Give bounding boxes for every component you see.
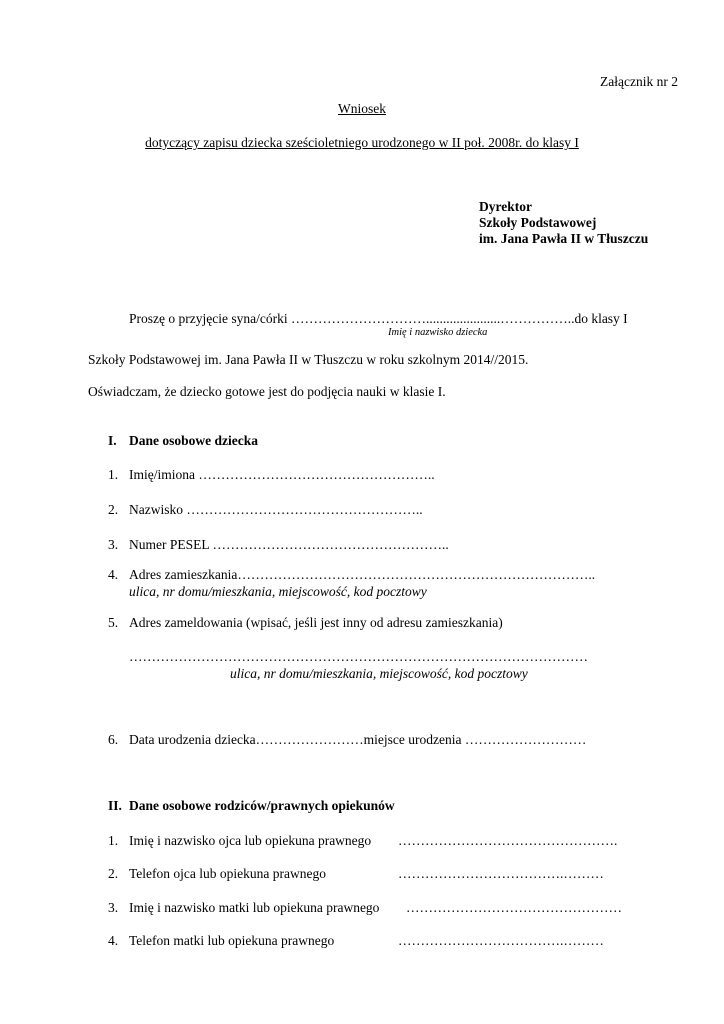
section2-heading: Dane osobowe rodziców/prawnych opiekunów (129, 798, 395, 813)
addressee-line-1: Dyrektor (479, 199, 532, 214)
mother-name-field[interactable]: ………………………………………… (406, 900, 622, 915)
mother-phone-field[interactable]: ……………………………….……… (398, 933, 604, 948)
declaration: Oświadczam, że dziecko gotowe jest do podjęcia nauki w klasie I. (88, 384, 446, 399)
item-number: 4. (108, 933, 119, 948)
document-title: Wniosek (338, 101, 386, 116)
registration-address-hint: ulica, nr domu/mieszkania, miejscowość, kod pocztowy (230, 666, 528, 681)
father-name-label: Imię i nazwisko ojca lub opiekuna prawnego (129, 833, 372, 848)
registration-address-field[interactable]: ………………………………………………………………………………………… (129, 649, 588, 664)
first-name-field[interactable]: Imię/imiona …………………………………………….. (129, 467, 435, 482)
surname-field[interactable]: Nazwisko …………………………………………….. (129, 502, 423, 517)
birth-date-place-field[interactable]: Data urodzenia dziecka……………………miejsce urodzenia ……………………… (129, 732, 587, 747)
section2-number: II. (108, 798, 122, 813)
father-phone-field[interactable]: ……………………………….……… (398, 866, 604, 881)
item-number: 2. (108, 502, 119, 517)
addressee-line-3: im. Jana Pawła II w Tłuszczu (479, 231, 649, 246)
item-number: 5. (108, 615, 119, 630)
item-number: 2. (108, 866, 119, 881)
child-name-hint: Imię i nazwisko dziecka (388, 327, 488, 338)
item-number: 6. (108, 732, 119, 747)
pesel-field[interactable]: Numer PESEL …………………………………………….. (129, 537, 449, 552)
request-school-year: Szkoły Podstawowej im. Jana Pawła II w Tłuszczu w roku szkolnym 2014//2015. (88, 352, 529, 367)
document-subtitle: dotyczący zapisu dziecka sześcioletniego urodzonego w II poł. 2008r. do klasy I (145, 135, 579, 150)
father-name-field[interactable]: …………………………………………. (398, 833, 618, 848)
addressee-line-2: Szkoły Podstawowej (479, 215, 597, 230)
section1-number: I. (108, 433, 117, 448)
item-number: 4. (108, 567, 119, 582)
father-phone-label: Telefon ojca lub opiekuna prawnego (129, 866, 326, 881)
item-number: 1. (108, 467, 119, 482)
item-number: 3. (108, 537, 119, 552)
item-number: 1. (108, 833, 119, 848)
section1-heading: Dane osobowe dziecka (129, 433, 258, 448)
item-number: 3. (108, 900, 119, 915)
mother-name-label: Imię i nazwisko matki lub opiekuna prawnego (129, 900, 380, 915)
mother-phone-label: Telefon matki lub opiekuna prawnego (129, 933, 335, 948)
annex-label: Załącznik nr 2 (600, 74, 678, 89)
registration-address-label: Adres zameldowania (wpisać, jeśli jest inny od adresu zamieszkania) (129, 615, 503, 630)
residence-address-hint: ulica, nr domu/mieszkania, miejscowość, kod pocztowy (129, 584, 427, 599)
request-line[interactable]: Proszę o przyjęcie syna/córki …………………………......................……………..do klasy I (129, 311, 628, 326)
residence-address-field[interactable]: Adres zamieszkania…………………………………………………………………….. (129, 567, 596, 582)
